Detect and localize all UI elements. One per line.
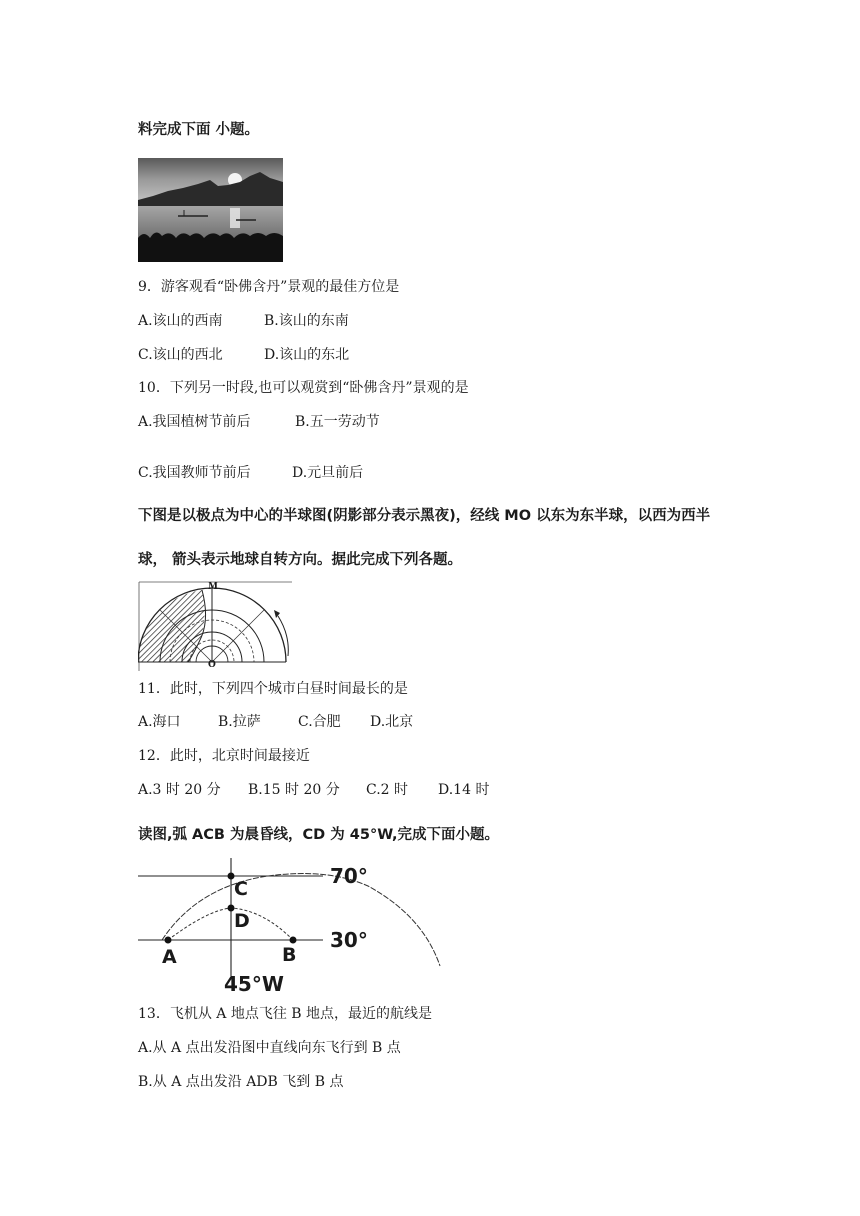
option-9b[interactable]: B.该山的东南 [264,313,349,329]
option-12d[interactable]: D.14 时 [438,782,490,798]
question-12-options [138,779,489,799]
option-10c[interactable]: C.我国教师节前后 [138,465,251,481]
fig-label-lat70: 70° [330,864,368,888]
fig-label-lon: 45°W [224,972,284,996]
option-13b[interactable]: B.从 A 点出发沿 ADB 飞到 B 点 [138,1074,344,1090]
option-10b[interactable]: B.五一劳动节 [295,414,380,430]
option-10a[interactable]: A.我国植树节前后 [138,414,251,430]
option-9d[interactable]: D.该山的东北 [264,347,350,363]
option-12c[interactable]: C.2 时 [366,782,409,798]
section3-intro: 读图,弧 ACB 为晨昏线，CD 为 45°W,完成下面小题。 [138,827,500,843]
option-12b[interactable]: B.15 时 20 分 [248,782,340,798]
fig-label-m: M [208,582,218,592]
question-9-options-row2 [138,344,349,364]
fig-label-d: D [234,910,250,932]
terminator-figure [138,858,448,1004]
question-13-stem: 13．飞机从 A 地点飞往 B 地点，最近的航线是 [138,1006,433,1022]
fig-label-o: O [208,660,216,670]
fig-label-b: B [282,944,297,966]
option-10d[interactable]: D.元旦前后 [292,465,364,481]
question-11-options [138,711,413,731]
option-9c[interactable]: C.该山的西北 [138,347,223,363]
question-12-stem: 12．此时，北京时间最接近 [138,748,310,764]
section2-intro-line2: 球， 箭头表示地球自转方向。据此完成下列各题。 [138,552,463,568]
option-13a[interactable]: A.从 A 点出发沿图中直线向东飞行到 B 点 [138,1040,401,1056]
polar-hemisphere-figure [138,580,296,676]
option-11c[interactable]: C.合肥 [298,714,341,730]
sunset-photo [138,158,283,266]
question-9-stem: 9．游客观看“卧佛含丹”景观的最佳方位是 [138,279,400,295]
option-11a[interactable]: A.海口 [138,714,181,730]
question-11-stem: 11．此时，下列四个城市白昼时间最长的是 [138,681,408,697]
question-9-options-row1 [138,310,349,330]
option-12a[interactable]: A.3 时 20 分 [138,782,221,798]
fig-label-c: C [234,878,248,900]
option-11b[interactable]: B.拉萨 [218,714,261,730]
option-11d[interactable]: D.北京 [370,714,414,730]
section2-intro-line1: 下图是以极点为中心的半球图(阴影部分表示黑夜)，经线 MO 以东为东半球，以西为西半 [138,508,711,524]
intro-tail-text: 料完成下面 小题。 [138,122,260,138]
fig-label-a: A [162,946,177,968]
question-10-options-row2 [138,462,363,482]
question-10-stem: 10．下列另一时段,也可以观赏到“卧佛含丹”景观的是 [138,380,469,396]
question-10-options-row1 [138,411,380,431]
option-9a[interactable]: A.该山的西南 [138,313,223,329]
fig-label-lat30: 30° [330,928,368,952]
